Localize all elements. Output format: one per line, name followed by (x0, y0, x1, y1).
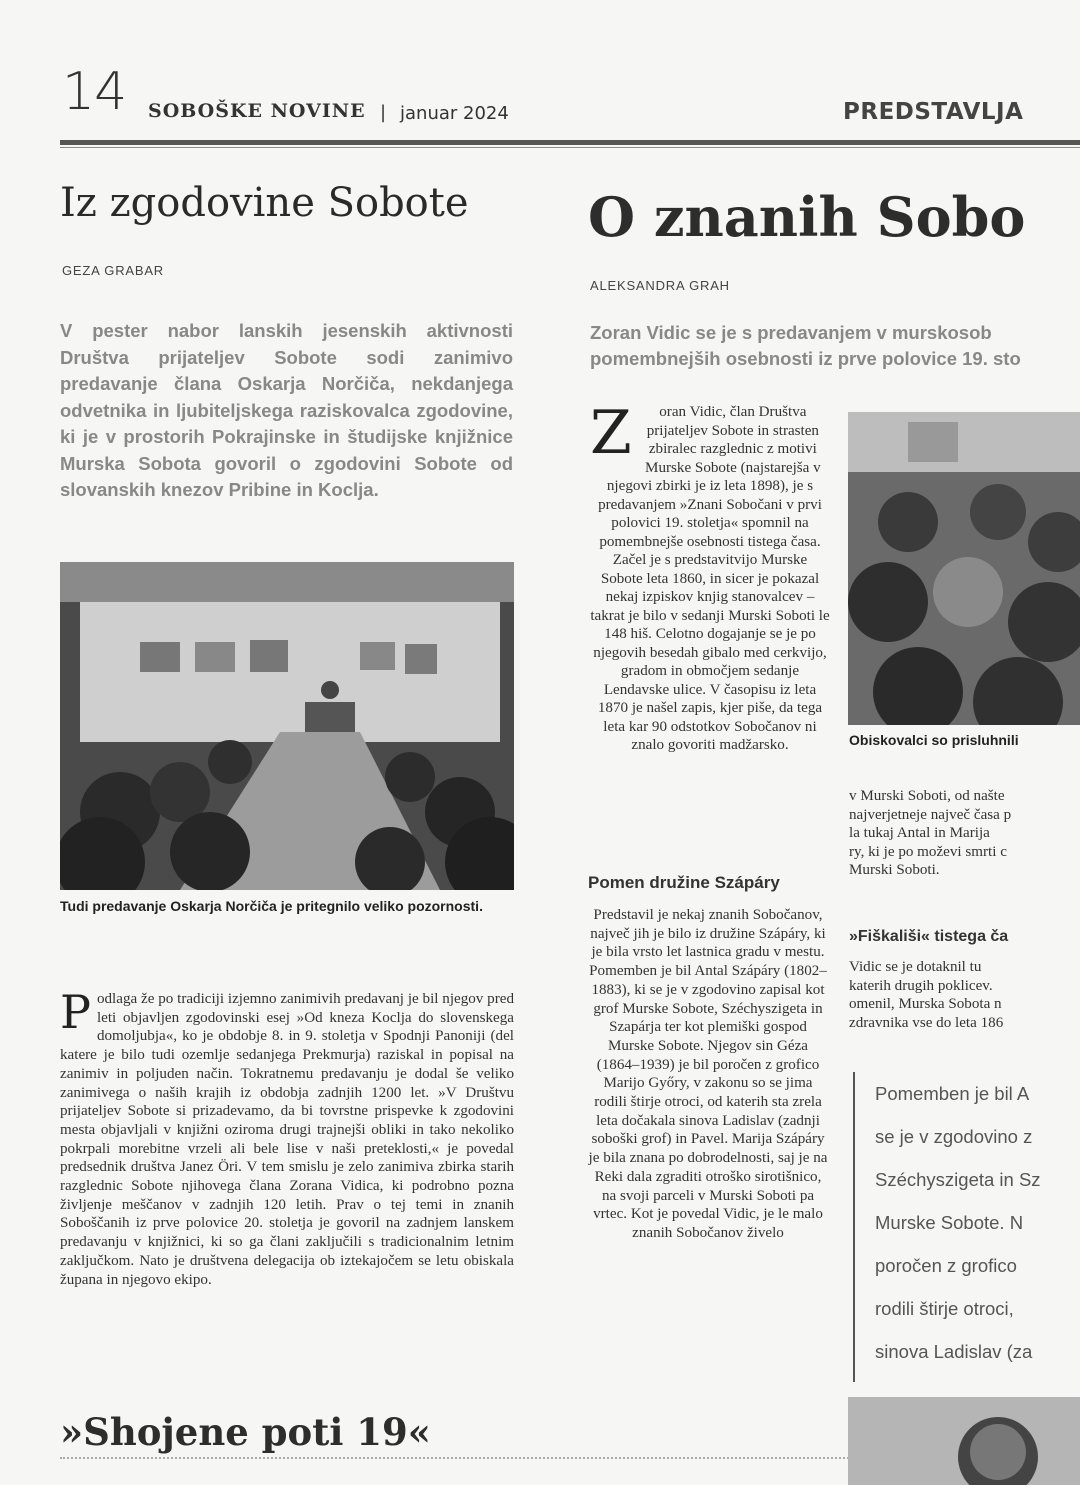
right-article-body-2: Predstavil je nekaj znanih Sobočanov, največ jih je bilo iz družine Szápáry, ki je bila vrsto let lastnica gradu v mestu. Pomemben je bil Antal Szápáry (1802–1883), ki se je v zgodovino zapisal kot grof Murske Sobote, Széchyszigeta in Szapárja ter kot plemiški gospod Murske Sobote. Njegov sin Géza (1864–1939) je bil poročen z grofico Marijo Győry, v zakonu so se jima rodili štirje otroci, od katerih sta zrela leta dočakala sinova Ladislav (zadnji soboški grof) in Pavel. Marija Szápáry je bila znana po dobrodelnosti, saj je na Reki dala zgraditi otroško sirotišnico, na svoji parceli v Murski Soboti pa vrtec. Kot je povedal Vidic, je le malo znanih Sobočanov živelo (588, 907, 828, 1241)
right-article-lead (590, 320, 1080, 380)
pull-quote (875, 1072, 1080, 1373)
bottom-photo-image (848, 1397, 1080, 1485)
col3b-line: Vidic se je dotaknil tu (849, 959, 982, 975)
col3-line: Murski Soboti. (849, 862, 940, 878)
quote-line: sinova Ladislav (za (875, 1341, 1033, 1362)
lecture-photo (60, 562, 514, 890)
right-lead-line-1: Zoran Vidic se je s predavanjem v murskosob (590, 322, 992, 343)
left-article-body (60, 985, 514, 1289)
col3-line: ry, ki je po moževi smrti c (849, 843, 1007, 860)
publication-name (148, 100, 366, 122)
col3b-line: zdravnika vse do leta 186 (849, 1014, 1004, 1031)
left-article-dropcap: P (60, 985, 91, 1039)
section-label: PREDSTAVLJA (843, 99, 1024, 125)
right-article-byline: ALEKSANDRA GRAH (590, 278, 730, 293)
header-rule (60, 140, 1080, 145)
col3-line: v Murski Soboti, od našte (849, 788, 1005, 804)
left-article-lead: V pester nabor lanskih jesenskih aktivnosti Društva prijateljev Sobote sodi zanimivo predavanje člana Oskarja Norčiča, nekdanjega odvetnika in ljubiteljskega raziskovalca zgodovine, ki je v prostorih Pokrajinske in študijske knjižnice Murska Sobota govoril o zgodovini Sobote od slovanskih knezov Pribine in Koclja. (60, 320, 513, 500)
quote-line: Murske Sobote. N (875, 1212, 1024, 1233)
right-article-subheading-2: »Fiškališi« tistega ča (849, 928, 1009, 945)
audience-photo-caption: Obiskovalci so prisluhnili (849, 732, 1019, 748)
page-number: 14 (62, 62, 127, 122)
audience-photo-image (848, 412, 1080, 725)
lecture-photo-image (60, 562, 514, 890)
pull-quote-bar (853, 1072, 855, 1382)
audience-photo (848, 412, 1080, 725)
col3b-line: katerih drugih poklicev. (849, 977, 993, 994)
right-article-title: O znanih Sobo (588, 185, 1026, 249)
col3-line: najverjetneje največ časa p (849, 806, 1012, 823)
left-article-title: Iz zgodovine Sobote (60, 180, 469, 226)
quote-line: Széchyszigeta in Sz (875, 1169, 1041, 1190)
header-rule-thin (60, 147, 1080, 148)
right-article-subheading: Pomen družine Szápáry (588, 873, 780, 892)
bottom-article-title: »Shojene poti 19« (60, 1410, 431, 1454)
right-col3-text (849, 787, 1080, 880)
quote-line: se je v zgodovino z (875, 1126, 1033, 1147)
quote-line: Pomemben je bil A (875, 1083, 1030, 1104)
right-article-body-text: oran Vidic, član Društva prijateljev Sobote in strasten zbiralec razglednic z motivi Murske Sobote (najstarejša v njegovi zbirki je iz leta 1898), je s predavanjem »Znani Sobočani v prvi polovici 19. stoletja« spomnil na pomembnejše osebnosti tistega časa. Začel je s predstavitvijo Murske Sobote leta 1860, in sicer je pokazal nekaj izpiskov knjig stanovalcev – takrat je bilo v sedanji Murski Soboti le 148 hiš. Celotno dogajanje se je po njegovih besedah gibalo med cerkvijo, gradom in območjem sedanje Lendavske ulice. V časopisu iz leta 1870 je našel zapis, kjer piše, da tega leta kar 90 odstotkov Sobočanov ni znalo govoriti madžarsko. (590, 404, 830, 753)
left-article-byline: GEZA GRABAR (62, 263, 164, 278)
publication-title: SOBOŠKE NOVINE (148, 100, 366, 122)
issue-date: januar 2024 (400, 103, 509, 124)
quote-line: rodili štirje otroci, (875, 1298, 1014, 1319)
col3-line: la tukaj Antal in Marija (849, 825, 990, 841)
quote-line: poročen z grofico (875, 1255, 1017, 1276)
bottom-photo (848, 1397, 1080, 1485)
right-article-dropcap: Z (590, 398, 632, 468)
col3b-line: omenil, Murska Sobota n (849, 996, 1002, 1012)
right-article-body (590, 398, 830, 755)
right-col3b-text (849, 958, 1080, 1032)
header-separator: | (380, 102, 387, 123)
lecture-photo-caption: Tudi predavanje Oskarja Norčiča je pritegnilo veliko pozornosti. (60, 898, 483, 914)
right-lead-line-2: pomembnejših osebnosti iz prve polovice 19. sto (590, 348, 1021, 369)
left-article-body-text: odlaga že po tradiciji izjemno zanimivih predavanj je bil njegov pred leti objavljen zgodovinski esej »Od kneza Koclja do slovenskega domoljubja«, ko je obdobje 8. in 9. stoletja v Spodnji Panoniji (del katere je bilo tudi ozemlje sedanjega Prekmurja) raziskal in popisal na zanimiv in poljuden način. Tokratnemu predavanju je dodal še veliko zanimivega o naših krajih iz obdobja zadnjih 1200 let. »V Društvu prijateljev Sobote si prizadevamo, da bi tovrstne prispevke k zgodovini mesta objavljali v knjižni oziroma drugi trajnejši obliki in tako nekoliko pokrpali morebitne vrzeli ali bele lise v naši preteklosti,« je povedal predsednik društva Janez Öri. V tem smislu je zelo zanimiva zbirka starih razglednic Sobote njihovega člana Zorana Vidica, ki podrobno pozna življenje meščanov v zadnjih 120 letih. Prav o tej temi in znanih Soboščanih iz prve polovice 20. stoletja je govoril na zadnjem lanskem predavanju v knjižnici, ki so ga člani zaključili s tradicionalnim letnim zaključkom. Nato je društvena delegacija ob iztekajočem se letu obiskala župana in njegovo ekipo. (60, 991, 514, 1288)
